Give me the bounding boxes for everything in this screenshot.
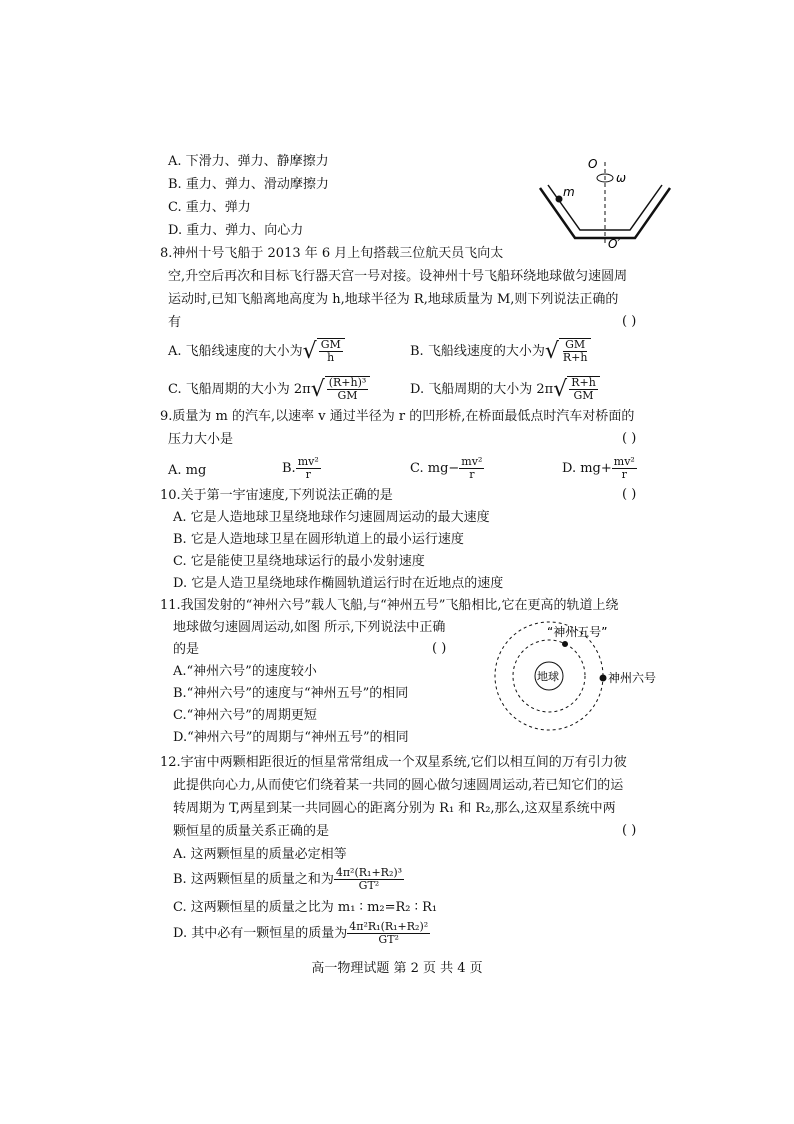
satellite-sz5-icon <box>562 641 568 647</box>
q8-c-den: GM <box>337 389 358 402</box>
q11-answer-paren: ( ) <box>432 641 447 656</box>
q8-d-num: R+h <box>571 376 596 389</box>
q8-a-num: GM <box>320 338 341 351</box>
q8-option-d-text: D. 飞船周期的大小为 2π <box>410 382 554 397</box>
q12-d-text: D. 其中必有一颗恒星的质量为 <box>173 926 348 941</box>
q9-option-c <box>410 456 484 482</box>
q9-line2: 压力大小是 <box>168 432 234 447</box>
q9-b-num: mv² <box>297 455 319 468</box>
q8-option-b <box>410 338 591 365</box>
label-o: O <box>588 157 598 171</box>
q9-option-a: A. mg <box>168 463 207 478</box>
q11-line1: 11.我国发射的“神州六号”载人飞船,与“神州五号”飞船相比,它在更高的轨道上绕 <box>160 598 619 613</box>
sqrt-icon: √ $\frac{\text{(R+h)³}}{GM}$ <box>311 376 371 403</box>
q12-option-d <box>173 920 430 948</box>
block-m-icon <box>556 196 563 203</box>
q12-line3: 转周期为 T,两星到某一共同圆心的距离分别为 R₁ 和 R₂,那么,这双星系统中两 <box>173 801 616 816</box>
q8-option-d <box>410 376 600 403</box>
label-omega: ω <box>616 171 627 185</box>
q7-option-c: C. 重力、弹力 <box>168 200 251 215</box>
q8-option-c <box>168 376 370 403</box>
q11-option-b: B.“神州六号”的速度与“神州五号”的相同 <box>173 686 409 701</box>
sqrt-icon: √ $\frac{GM}{R+h}$ <box>545 338 592 365</box>
q10-option-c: C. 它是能使卫星绕地球运行的最小发射速度 <box>173 554 425 569</box>
q12-option-c: C. 这两颗恒星的质量之比为 m₁ ∶ m₂=R₂ ∶ R₁ <box>173 900 438 915</box>
q12-b-den: GT² <box>358 879 380 892</box>
q12-b-text: B. 这两颗恒星的质量之和为 <box>173 872 334 887</box>
q10-option-d: D. 它是人造卫星绕地球作椭圆轨道运行时在近地点的速度 <box>173 576 504 591</box>
q8-b-num: GM <box>565 338 586 351</box>
q12-line4: 颗恒星的质量关系正确的是 <box>173 824 330 839</box>
q9-option-d <box>562 456 637 482</box>
q8-a-den: h <box>327 351 335 364</box>
q8-answer-paren: ( ) <box>622 314 637 329</box>
q11-option-d: D.“神州六号”的周期与“神州五号”的相同 <box>173 730 409 745</box>
q8-c-num: (R+h)³ <box>328 376 367 389</box>
q9-b-prefix: B. <box>282 461 296 476</box>
sz5-label: “神州五号” <box>547 625 608 639</box>
q12-line1: 12.宇宙中两颗相距很近的恒星常常组成一个双星系统,它们以相互间的万有引力彼 <box>160 755 627 770</box>
q9-c-num: mv² <box>461 455 483 468</box>
q12-b-num: 4π²(R₁+R₂)³ <box>335 866 403 879</box>
q10-answer-paren: ( ) <box>622 487 637 502</box>
q7-option-a: A. 下滑力、弹力、静摩擦力 <box>168 154 329 169</box>
q9-d-prefix: D. mg+ <box>562 461 612 476</box>
q12-option-a: A. 这两颗恒星的质量必定相等 <box>173 847 347 862</box>
q12-d-den: GT² <box>378 933 399 946</box>
q7-figure-bowl <box>530 150 680 250</box>
sqrt-icon: √ $\frac{R+h}{GM}$ <box>553 376 600 403</box>
q9-line1: 9.质量为 m 的汽车,以速率 v 通过半径为 r 的凹形桥,在桥面最低点时汽车对桥面的 <box>160 409 635 424</box>
q8-line3: 运动时,已知飞船离地高度为 h,地球半径为 R,地球质量为 M,则下列说法正确的 <box>168 292 619 307</box>
q9-option-b <box>282 456 321 482</box>
q8-option-b-text: B. 飞船线速度的大小为 <box>410 344 545 359</box>
q7-option-d: D. 重力、弹力、向心力 <box>168 223 304 238</box>
q12-option-b <box>173 866 404 894</box>
q8-d-den: GM <box>573 389 594 402</box>
q8-option-a-text: A. 飞船线速度的大小为 <box>168 344 303 359</box>
q8-option-a <box>168 338 345 365</box>
q9-d-num: mv² <box>613 455 635 468</box>
q11-line3: 的是 <box>173 642 200 657</box>
q12-answer-paren: ( ) <box>622 823 637 838</box>
q11-option-c: C.“神州六号”的周期更短 <box>173 708 317 723</box>
q12-line2: 此提供向心力,从而使它们绕着某一共同的圆心做匀速圆周运动,若已知它们的运 <box>173 778 624 793</box>
q12-d-num: 4π²R₁(R₁+R₂)² <box>349 920 429 933</box>
satellite-sz6-icon <box>600 675 607 682</box>
q8-option-c-text: C. 飞船周期的大小为 2π <box>168 382 311 397</box>
q10-stem: 10.关于第一宇宙速度,下列说法正确的是 <box>160 488 393 503</box>
q9-answer-paren: ( ) <box>622 431 637 446</box>
sqrt-icon: √ $\frac{GM}{h}$ <box>303 338 345 365</box>
sz6-label: 神州六号 <box>608 671 657 685</box>
earth-label: 地球 <box>537 670 559 683</box>
q11-line2: 地球做匀速圆周运动,如图 所示,下列说法中正确 <box>173 620 446 635</box>
label-o-prime: O′ <box>608 237 621 250</box>
q9-c-den: r <box>469 468 475 481</box>
q8-line1: 8.神州十号飞船于 2013 年 6 月上旬搭载三位航天员飞向太 <box>160 246 504 261</box>
q9-c-prefix: C. mg− <box>410 461 460 476</box>
q8-b-den: R+h <box>562 351 588 364</box>
q8-line4: 有 <box>168 315 182 330</box>
q11-figure-orbits <box>485 618 665 738</box>
page-footer: 高一物理试题 第 2 页 共 4 页 <box>311 961 483 976</box>
q8-line2: 空,升空后再次和目标飞行器天宫一号对接。设神州十号飞船环绕地球做匀速圆周 <box>168 269 628 284</box>
q7-option-b: B. 重力、弹力、滑动摩擦力 <box>168 177 329 192</box>
q9-d-den: r <box>621 468 627 481</box>
q10-option-a: A. 它是人造地球卫星绕地球作匀速圆周运动的最大速度 <box>173 510 490 525</box>
label-m: m <box>563 185 575 199</box>
q10-option-b: B. 它是人造地球卫星在圆形轨道上的最小运行速度 <box>173 532 464 547</box>
q11-option-a: A.“神州六号”的速度较小 <box>173 664 317 679</box>
q9-b-den: r <box>305 468 311 481</box>
